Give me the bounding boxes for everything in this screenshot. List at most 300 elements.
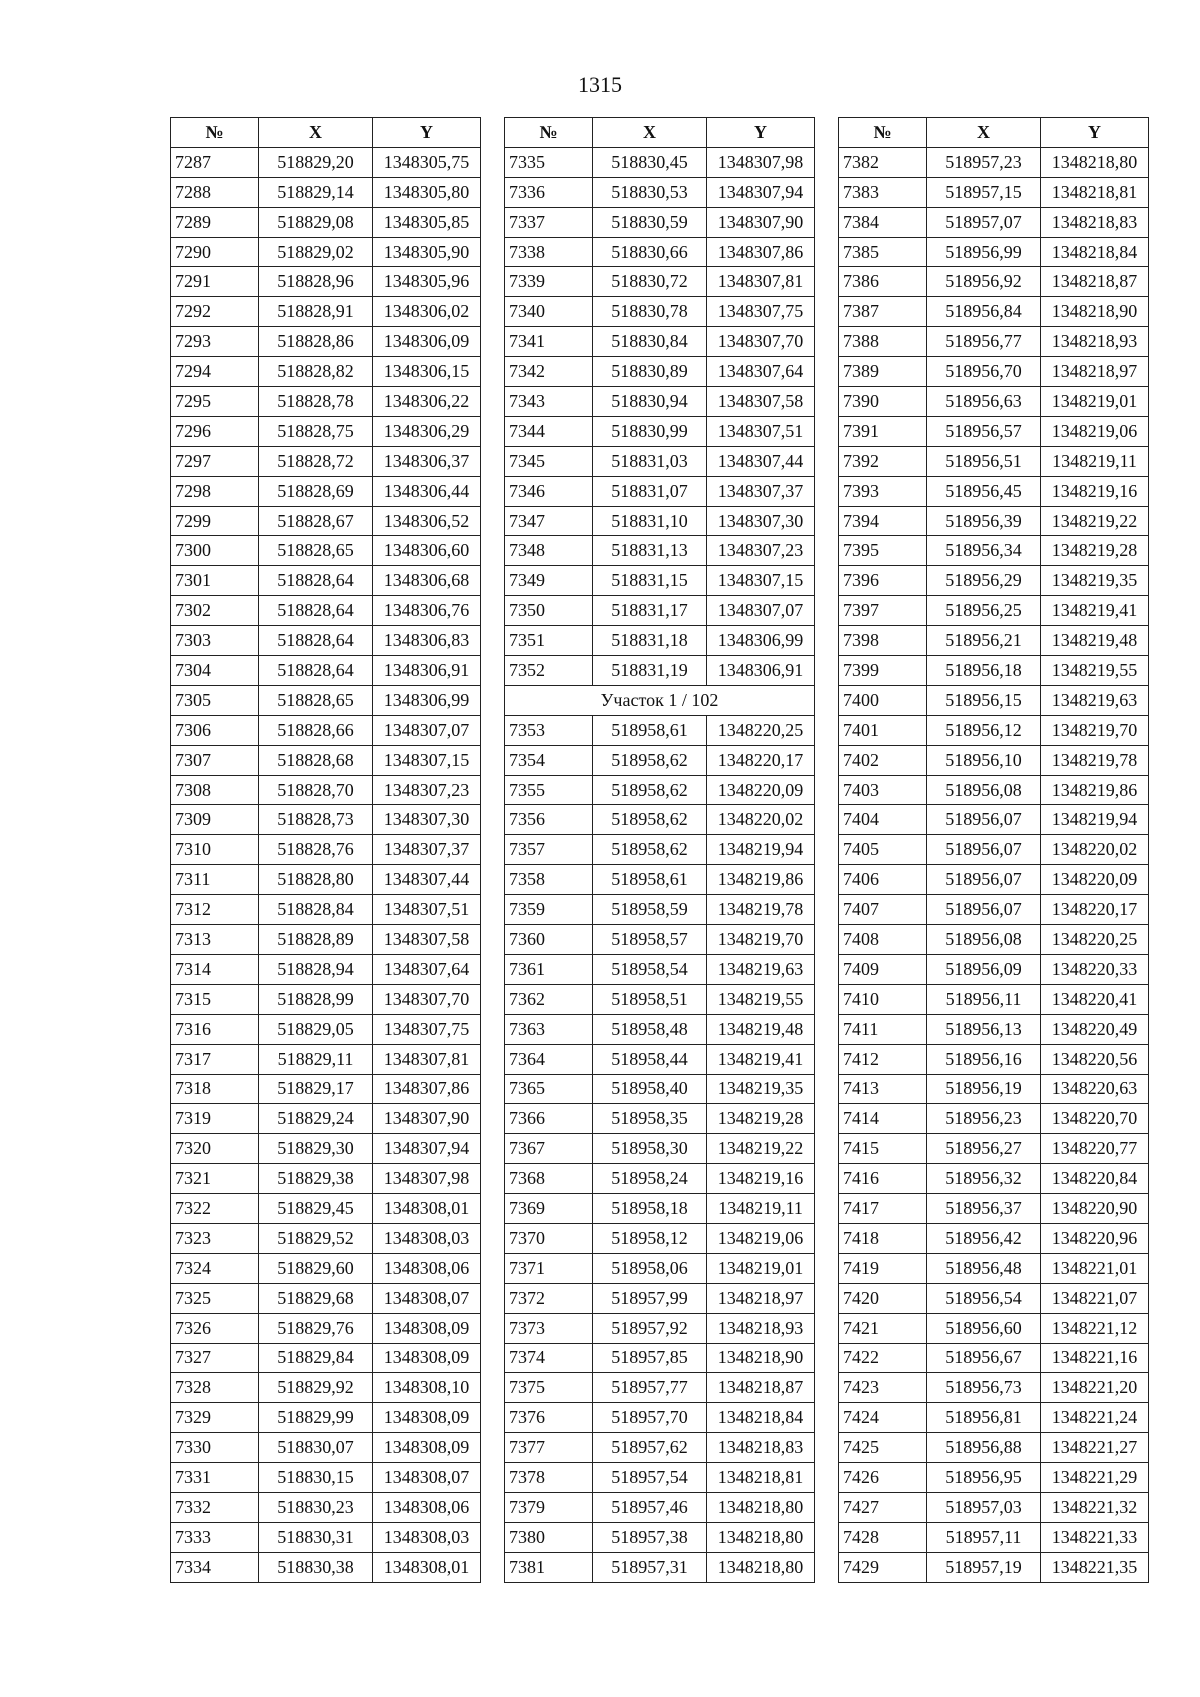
x-cell: 518829,76	[259, 1313, 373, 1343]
y-cell: 1348219,86	[1041, 775, 1149, 805]
y-cell: 1348306,68	[373, 566, 481, 596]
x-cell: 518828,80	[259, 865, 373, 895]
point-number-cell: 7330	[171, 1433, 259, 1463]
point-number-cell: 7328	[171, 1373, 259, 1403]
y-cell: 1348219,35	[1041, 566, 1149, 596]
table-row	[505, 1253, 815, 1283]
point-number-cell: 7373	[505, 1313, 593, 1343]
y-cell: 1348219,22	[707, 1134, 815, 1164]
table-row	[839, 1463, 1149, 1493]
x-cell: 518956,60	[927, 1313, 1041, 1343]
table-row	[839, 954, 1149, 984]
x-cell: 518956,37	[927, 1194, 1041, 1224]
x-cell: 518958,12	[593, 1223, 707, 1253]
x-cell: 518828,66	[259, 715, 373, 745]
x-cell: 518957,77	[593, 1373, 707, 1403]
point-number-cell: 7315	[171, 984, 259, 1014]
x-cell: 518958,62	[593, 805, 707, 835]
x-cell: 518828,64	[259, 626, 373, 656]
point-number-cell: 7409	[839, 954, 927, 984]
table-row	[505, 715, 815, 745]
point-number-cell: 7321	[171, 1164, 259, 1194]
y-cell: 1348221,33	[1041, 1522, 1149, 1552]
y-cell: 1348220,96	[1041, 1223, 1149, 1253]
point-number-cell: 7308	[171, 775, 259, 805]
x-cell: 518956,51	[927, 446, 1041, 476]
point-number-cell: 7302	[171, 596, 259, 626]
table-row	[505, 745, 815, 775]
x-cell: 518830,38	[259, 1552, 373, 1582]
point-number-cell: 7346	[505, 476, 593, 506]
table-header-row	[171, 118, 481, 148]
x-cell: 518828,64	[259, 596, 373, 626]
x-cell: 518956,95	[927, 1463, 1041, 1493]
table-row	[171, 1223, 481, 1253]
point-number-cell: 7388	[839, 327, 927, 357]
point-number-cell: 7376	[505, 1403, 593, 1433]
x-cell: 518828,96	[259, 267, 373, 297]
point-number-cell: 7292	[171, 297, 259, 327]
table-row	[839, 506, 1149, 536]
y-cell: 1348308,07	[373, 1463, 481, 1493]
point-number-cell: 7332	[171, 1492, 259, 1522]
point-number-cell: 7418	[839, 1223, 927, 1253]
y-cell: 1348307,70	[707, 327, 815, 357]
point-number-cell: 7316	[171, 1014, 259, 1044]
x-cell: 518828,72	[259, 446, 373, 476]
x-cell: 518956,19	[927, 1074, 1041, 1104]
table-body	[839, 147, 1149, 1582]
table-row	[839, 715, 1149, 745]
x-cell: 518829,60	[259, 1253, 373, 1283]
point-number-cell: 7410	[839, 984, 927, 1014]
x-cell: 518958,30	[593, 1134, 707, 1164]
y-cell: 1348307,37	[373, 835, 481, 865]
x-cell: 518829,24	[259, 1104, 373, 1134]
point-number-cell: 7300	[171, 536, 259, 566]
y-cell: 1348221,07	[1041, 1283, 1149, 1313]
point-number-cell: 7295	[171, 387, 259, 417]
point-number-cell: 7375	[505, 1373, 593, 1403]
x-cell: 518958,61	[593, 865, 707, 895]
point-number-cell: 7412	[839, 1044, 927, 1074]
y-cell: 1348218,93	[1041, 327, 1149, 357]
x-cell: 518958,62	[593, 745, 707, 775]
x-cell: 518830,84	[593, 327, 707, 357]
y-cell: 1348219,41	[707, 1044, 815, 1074]
x-cell: 518829,05	[259, 1014, 373, 1044]
point-number-cell: 7317	[171, 1044, 259, 1074]
x-cell: 518829,02	[259, 237, 373, 267]
x-cell: 518956,10	[927, 745, 1041, 775]
y-cell: 1348306,52	[373, 506, 481, 536]
point-number-cell: 7314	[171, 954, 259, 984]
x-cell: 518828,65	[259, 685, 373, 715]
y-cell: 1348219,94	[707, 835, 815, 865]
table-row	[505, 267, 815, 297]
x-cell: 518958,18	[593, 1194, 707, 1224]
point-number-cell: 7371	[505, 1253, 593, 1283]
x-cell: 518829,92	[259, 1373, 373, 1403]
y-cell: 1348218,83	[707, 1433, 815, 1463]
y-cell: 1348307,44	[373, 865, 481, 895]
y-cell: 1348220,17	[1041, 895, 1149, 925]
point-number-cell: 7293	[171, 327, 259, 357]
point-number-cell: 7325	[171, 1283, 259, 1313]
table-row	[171, 984, 481, 1014]
y-cell: 1348307,98	[373, 1164, 481, 1194]
y-cell: 1348305,85	[373, 207, 481, 237]
header-x: X	[259, 118, 373, 148]
y-cell: 1348306,91	[373, 656, 481, 686]
y-cell: 1348219,48	[707, 1014, 815, 1044]
point-number-cell: 7429	[839, 1552, 927, 1582]
table-row	[171, 805, 481, 835]
y-cell: 1348307,94	[373, 1134, 481, 1164]
x-cell: 518828,68	[259, 745, 373, 775]
point-number-cell: 7313	[171, 925, 259, 955]
y-cell: 1348218,90	[707, 1343, 815, 1373]
y-cell: 1348307,23	[373, 775, 481, 805]
point-number-cell: 7294	[171, 357, 259, 387]
table-row	[505, 1044, 815, 1074]
page-number: 1315	[578, 72, 622, 97]
point-number-cell: 7331	[171, 1463, 259, 1493]
table-row	[839, 656, 1149, 686]
table-row	[505, 506, 815, 536]
x-cell: 518828,94	[259, 954, 373, 984]
x-cell: 518956,99	[927, 237, 1041, 267]
x-cell: 518956,45	[927, 476, 1041, 506]
table-row	[839, 984, 1149, 1014]
x-cell: 518956,48	[927, 1253, 1041, 1283]
table-body	[171, 147, 481, 1582]
table-row	[171, 1403, 481, 1433]
x-cell: 518830,53	[593, 177, 707, 207]
y-cell: 1348307,44	[707, 446, 815, 476]
y-cell: 1348306,37	[373, 446, 481, 476]
y-cell: 1348219,35	[707, 1074, 815, 1104]
y-cell: 1348218,87	[1041, 267, 1149, 297]
x-cell: 518956,16	[927, 1044, 1041, 1074]
y-cell: 1348219,70	[707, 925, 815, 955]
x-cell: 518957,46	[593, 1492, 707, 1522]
table-body	[505, 147, 815, 1582]
y-cell: 1348219,78	[1041, 745, 1149, 775]
point-number-cell: 7341	[505, 327, 593, 357]
y-cell: 1348308,06	[373, 1253, 481, 1283]
x-cell: 518831,18	[593, 626, 707, 656]
table-row	[839, 775, 1149, 805]
point-number-cell: 7340	[505, 297, 593, 327]
x-cell: 518958,35	[593, 1104, 707, 1134]
x-cell: 518957,31	[593, 1552, 707, 1582]
point-number-cell: 7335	[505, 147, 593, 177]
x-cell: 518828,67	[259, 506, 373, 536]
x-cell: 518830,78	[593, 297, 707, 327]
table-row	[839, 536, 1149, 566]
table-row	[505, 1522, 815, 1552]
y-cell: 1348307,75	[707, 297, 815, 327]
x-cell: 518958,62	[593, 835, 707, 865]
y-cell: 1348218,81	[1041, 177, 1149, 207]
point-number-cell: 7327	[171, 1343, 259, 1373]
y-cell: 1348219,06	[1041, 416, 1149, 446]
y-cell: 1348307,58	[373, 925, 481, 955]
x-cell: 518956,70	[927, 357, 1041, 387]
table-row	[505, 1373, 815, 1403]
table-row	[839, 1014, 1149, 1044]
y-cell: 1348308,01	[373, 1552, 481, 1582]
y-cell: 1348305,80	[373, 177, 481, 207]
x-cell: 518957,85	[593, 1343, 707, 1373]
y-cell: 1348306,60	[373, 536, 481, 566]
point-number-cell: 7413	[839, 1074, 927, 1104]
table-row	[505, 1134, 815, 1164]
point-number-cell: 7351	[505, 626, 593, 656]
table-row	[839, 1403, 1149, 1433]
y-cell: 1348307,37	[707, 476, 815, 506]
table-row	[505, 237, 815, 267]
y-cell: 1348219,55	[1041, 656, 1149, 686]
table-row	[171, 1194, 481, 1224]
point-number-cell: 7425	[839, 1433, 927, 1463]
x-cell: 518831,03	[593, 446, 707, 476]
table-row	[839, 1194, 1149, 1224]
table-row	[505, 1074, 815, 1104]
point-number-cell: 7358	[505, 865, 593, 895]
y-cell: 1348218,97	[1041, 357, 1149, 387]
x-cell: 518956,07	[927, 805, 1041, 835]
x-cell: 518830,89	[593, 357, 707, 387]
table-row	[171, 715, 481, 745]
table-row	[505, 566, 815, 596]
point-number-cell: 7382	[839, 147, 927, 177]
point-number-cell: 7297	[171, 446, 259, 476]
x-cell: 518829,68	[259, 1283, 373, 1313]
point-number-cell: 7369	[505, 1194, 593, 1224]
table-row	[839, 745, 1149, 775]
y-cell: 1348220,90	[1041, 1194, 1149, 1224]
table-row	[839, 207, 1149, 237]
y-cell: 1348307,51	[707, 416, 815, 446]
y-cell: 1348220,02	[707, 805, 815, 835]
point-number-cell: 7337	[505, 207, 593, 237]
point-number-cell: 7393	[839, 476, 927, 506]
x-cell: 518956,13	[927, 1014, 1041, 1044]
x-cell: 518956,18	[927, 656, 1041, 686]
point-number-cell: 7406	[839, 865, 927, 895]
point-number-cell: 7366	[505, 1104, 593, 1134]
table-row	[505, 865, 815, 895]
point-number-cell: 7428	[839, 1522, 927, 1552]
y-cell: 1348218,81	[707, 1463, 815, 1493]
x-cell: 518957,54	[593, 1463, 707, 1493]
point-number-cell: 7322	[171, 1194, 259, 1224]
table-row	[505, 207, 815, 237]
y-cell: 1348220,56	[1041, 1044, 1149, 1074]
table-row	[839, 297, 1149, 327]
header-x: X	[593, 118, 707, 148]
point-number-cell: 7357	[505, 835, 593, 865]
table-row	[171, 147, 481, 177]
table-row	[505, 177, 815, 207]
table-row	[839, 327, 1149, 357]
y-cell: 1348218,90	[1041, 297, 1149, 327]
x-cell: 518830,66	[593, 237, 707, 267]
x-cell: 518828,91	[259, 297, 373, 327]
point-number-cell: 7411	[839, 1014, 927, 1044]
coordinate-table-middle	[504, 117, 815, 1583]
table-row	[171, 1522, 481, 1552]
table-row	[505, 147, 815, 177]
x-cell: 518956,27	[927, 1134, 1041, 1164]
table-row	[171, 177, 481, 207]
y-cell: 1348220,25	[707, 715, 815, 745]
point-number-cell: 7339	[505, 267, 593, 297]
x-cell: 518956,25	[927, 596, 1041, 626]
y-cell: 1348307,07	[373, 715, 481, 745]
point-number-cell: 7398	[839, 626, 927, 656]
x-cell: 518830,99	[593, 416, 707, 446]
x-cell: 518957,15	[927, 177, 1041, 207]
table-row	[505, 656, 815, 686]
point-number-cell: 7399	[839, 656, 927, 686]
table-row	[839, 446, 1149, 476]
y-cell: 1348307,94	[707, 177, 815, 207]
y-cell: 1348221,20	[1041, 1373, 1149, 1403]
point-number-cell: 7387	[839, 297, 927, 327]
table-row	[839, 1104, 1149, 1134]
point-number-cell: 7392	[839, 446, 927, 476]
y-cell: 1348307,64	[707, 357, 815, 387]
y-cell: 1348305,75	[373, 147, 481, 177]
x-cell: 518956,88	[927, 1433, 1041, 1463]
point-number-cell: 7403	[839, 775, 927, 805]
x-cell: 518956,42	[927, 1223, 1041, 1253]
point-number-cell: 7414	[839, 1104, 927, 1134]
y-cell: 1348221,12	[1041, 1313, 1149, 1343]
x-cell: 518830,31	[259, 1522, 373, 1552]
point-number-cell: 7389	[839, 357, 927, 387]
table-row	[171, 1283, 481, 1313]
table-row	[839, 835, 1149, 865]
y-cell: 1348218,93	[707, 1313, 815, 1343]
point-number-cell: 7348	[505, 536, 593, 566]
table-row	[839, 685, 1149, 715]
section-row	[505, 685, 815, 715]
point-number-cell: 7391	[839, 416, 927, 446]
y-cell: 1348218,80	[707, 1492, 815, 1522]
table-row	[505, 536, 815, 566]
table-row	[505, 895, 815, 925]
point-number-cell: 7420	[839, 1283, 927, 1313]
table-row	[505, 984, 815, 1014]
point-number-cell: 7301	[171, 566, 259, 596]
table-row	[839, 626, 1149, 656]
table-row	[839, 865, 1149, 895]
table-row	[505, 416, 815, 446]
table-row	[839, 1164, 1149, 1194]
x-cell: 518958,06	[593, 1253, 707, 1283]
point-number-cell: 7342	[505, 357, 593, 387]
point-number-cell: 7307	[171, 745, 259, 775]
point-number-cell: 7304	[171, 656, 259, 686]
y-cell: 1348308,09	[373, 1403, 481, 1433]
point-number-cell: 7287	[171, 147, 259, 177]
table-header-row	[505, 118, 815, 148]
x-cell: 518956,08	[927, 775, 1041, 805]
y-cell: 1348219,06	[707, 1223, 815, 1253]
x-cell: 518956,07	[927, 895, 1041, 925]
y-cell: 1348218,84	[707, 1403, 815, 1433]
x-cell: 518828,69	[259, 476, 373, 506]
point-number-cell: 7352	[505, 656, 593, 686]
header-y: Y	[707, 118, 815, 148]
y-cell: 1348307,15	[707, 566, 815, 596]
point-number-cell: 7289	[171, 207, 259, 237]
table-row	[505, 1313, 815, 1343]
point-number-cell: 7350	[505, 596, 593, 626]
point-number-cell: 7353	[505, 715, 593, 745]
x-cell: 518829,11	[259, 1044, 373, 1074]
point-number-cell: 7356	[505, 805, 593, 835]
y-cell: 1348219,11	[707, 1194, 815, 1224]
point-number-cell: 7290	[171, 237, 259, 267]
x-cell: 518828,70	[259, 775, 373, 805]
table-row	[839, 1552, 1149, 1582]
x-cell: 518956,15	[927, 685, 1041, 715]
y-cell: 1348219,22	[1041, 506, 1149, 536]
table-row	[839, 566, 1149, 596]
x-cell: 518958,62	[593, 775, 707, 805]
x-cell: 518956,54	[927, 1283, 1041, 1313]
point-number-cell: 7402	[839, 745, 927, 775]
table-row	[505, 297, 815, 327]
coordinate-table-left	[170, 117, 481, 1583]
y-cell: 1348220,09	[707, 775, 815, 805]
y-cell: 1348306,09	[373, 327, 481, 357]
table-row	[171, 327, 481, 357]
point-number-cell: 7397	[839, 596, 927, 626]
point-number-cell: 7370	[505, 1223, 593, 1253]
table-row	[839, 596, 1149, 626]
table-row	[171, 297, 481, 327]
table-row	[505, 925, 815, 955]
y-cell: 1348307,23	[707, 536, 815, 566]
x-cell: 518828,86	[259, 327, 373, 357]
y-cell: 1348307,51	[373, 895, 481, 925]
point-number-cell: 7424	[839, 1403, 927, 1433]
point-number-cell: 7401	[839, 715, 927, 745]
point-number-cell: 7364	[505, 1044, 593, 1074]
point-number-cell: 7326	[171, 1313, 259, 1343]
table-row	[505, 1164, 815, 1194]
x-cell: 518957,03	[927, 1492, 1041, 1522]
table-row	[171, 237, 481, 267]
table-row	[171, 685, 481, 715]
x-cell: 518958,54	[593, 954, 707, 984]
table-row	[505, 626, 815, 656]
x-cell: 518956,34	[927, 536, 1041, 566]
table-row	[839, 1283, 1149, 1313]
y-cell: 1348218,80	[1041, 147, 1149, 177]
table-row	[505, 954, 815, 984]
point-number-cell: 7305	[171, 685, 259, 715]
point-number-cell: 7310	[171, 835, 259, 865]
x-cell: 518956,84	[927, 297, 1041, 327]
header-number: №	[505, 118, 593, 148]
